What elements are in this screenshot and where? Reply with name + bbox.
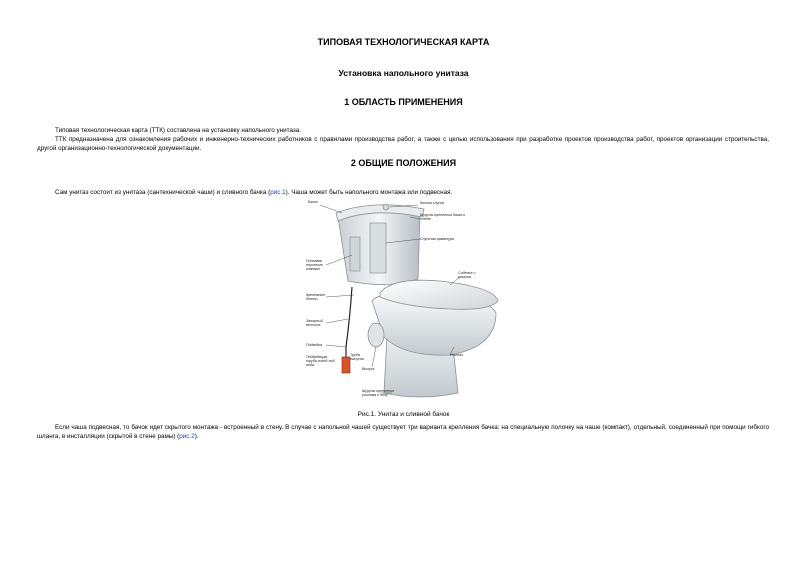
section2-heading: 2 ОБЩИЕ ПОЛОЖЕНИЯ xyxy=(350,158,457,168)
shutoff-valve-shape xyxy=(342,357,350,373)
flush-button-shape xyxy=(383,204,389,210)
flush-fitting xyxy=(370,223,386,273)
label-drain-pipe: Труба выпуска xyxy=(350,353,364,361)
float-valve xyxy=(350,237,360,271)
outlet-pipe xyxy=(368,323,384,347)
label-flush-button: Кнопка спуска xyxy=(420,201,444,205)
label-tank: Бачок xyxy=(308,200,318,204)
figure-1-link[interactable]: рис.1 xyxy=(270,189,286,196)
paragraph-text: Сам унитаз состоит из унитаза (сантехнической чаши) и сливного бачка ( xyxy=(55,189,271,196)
label-float-valve: Поплавок впускного клапана xyxy=(306,259,323,271)
document-subtitle: Установка напольного унитаза xyxy=(338,68,469,78)
paragraph-text: ). Чаша может быть напольного монтажа или подвесная. xyxy=(285,189,453,196)
section1-paragraph-2: ТТК предназначена для ознакомления рабочих и инженерно-технических работников с правилами производства работ, а также с целью использования при разработке проектов производства работ, проектов организации строительства, другой организационно-технологической документации. xyxy=(37,136,769,152)
section1-paragraph-1: Типовая технологическая карта (ТТК) составлена на установку напольного унитаза. xyxy=(55,127,302,134)
label-bowl: Унитаз xyxy=(450,353,463,357)
label-cold-water-pipe: Подводящая труба холод-ной воды xyxy=(306,355,335,367)
section2-paragraph-2 xyxy=(37,423,769,441)
figure-1-caption: Рис.1. Унитаз и сливной бачок xyxy=(357,411,450,418)
supply-line xyxy=(346,287,352,363)
label-floor-screws: Шурупы крепления унитаза к полу xyxy=(362,389,394,397)
label-flush-fittings: Спускная арматура xyxy=(420,237,454,241)
toilet-illustration xyxy=(300,197,510,411)
figure-2-link[interactable]: рис.2 xyxy=(179,433,195,440)
toilet-drawing xyxy=(300,197,510,411)
label-bolts: Крепежные болты xyxy=(306,293,326,301)
label-seat-lid: Сиденье и крышка xyxy=(458,271,476,279)
label-shutoff-valve: Запорный вентиль xyxy=(306,319,323,327)
label-outlet: Выпуск xyxy=(362,367,375,371)
section1-heading: 1 ОБЛАСТЬ ПРИМЕНЕНИЯ xyxy=(344,97,463,107)
paragraph-text: Если чаша подвесная, то бачок идет скрытого монтажа - встроенный в стену. В случае с напольной чашей существует три варианта крепления бачка: на специальную полочку на чаше (компакт), отдельный, соединенный при помощи гибкого шланга, в инсталляции (скрытой в стене рамы) ( xyxy=(37,424,769,440)
document-title: ТИПОВАЯ ТЕХНОЛОГИЧЕСКАЯ КАРТА xyxy=(317,37,490,47)
label-supply: Подводка xyxy=(306,343,323,347)
paragraph-text: ). xyxy=(194,433,199,440)
section2-paragraph-1 xyxy=(37,188,769,197)
label-tank-screws: Шурупы крепления бачка к стене xyxy=(420,213,466,221)
